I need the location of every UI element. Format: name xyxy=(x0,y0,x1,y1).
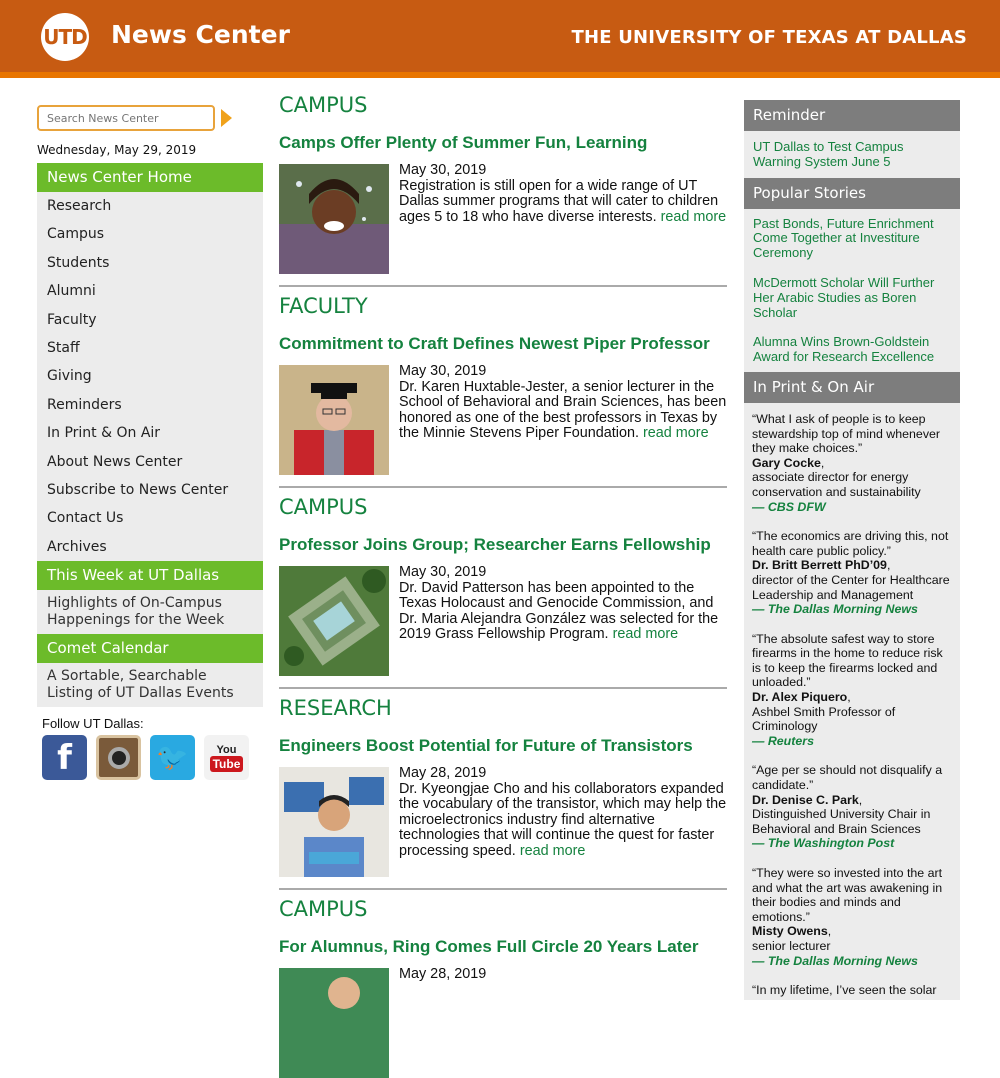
story-item xyxy=(279,968,727,1078)
story-summary: Dr. Kyeongjae Cho and his collaborators expanded the vocabulary of the transistor, which may help the microelectronics industry find alternative technologies that will continue the quest for faster processing speed. xyxy=(399,780,727,859)
comet-calendar-desc[interactable]: A Sortable, Searchable Listing of UT Dallas Events xyxy=(37,663,263,707)
quote-text: “The absolute safest way to store firearms in the home to reduce risk is to keep the firearms locked and unloaded.” xyxy=(752,631,943,690)
story-title[interactable]: Professor Joins Group; Researcher Earns Fellowship xyxy=(279,535,711,554)
story-date: May 28, 2019 xyxy=(399,966,487,982)
quote-role: Ashbel Smith Professor of Criminology xyxy=(752,704,896,734)
nav-item-about[interactable]: About News Center xyxy=(47,453,183,470)
story-text xyxy=(399,364,727,442)
nav-item-alumni[interactable]: Alumni xyxy=(47,283,96,300)
nav-item-subscribe[interactable]: Subscribe to News Center xyxy=(47,481,229,498)
media-quote: “They were so invested into the art and what the art was awakening in their bodies and minds and emotions.” Misty Owens, senior lecturer — The Dallas Morning News xyxy=(744,866,960,968)
search-go-icon[interactable] xyxy=(221,109,232,127)
story-text xyxy=(399,565,727,643)
story-thumbnail[interactable] xyxy=(279,968,389,1078)
read-more-link[interactable]: read more xyxy=(519,842,586,859)
youtube-tube: Tube xyxy=(210,756,244,772)
section-label[interactable]: FACULTY xyxy=(279,294,368,318)
story-thumbnail[interactable] xyxy=(279,767,389,877)
nav-item-contact[interactable]: Contact Us xyxy=(47,510,124,527)
search-input[interactable] xyxy=(37,105,215,131)
current-date: Wednesday, May 29, 2019 xyxy=(37,143,197,157)
nav-item-giving[interactable]: Giving xyxy=(47,368,92,385)
nav-item-archives[interactable]: Archives xyxy=(47,538,107,555)
media-quote: “The economics are driving this, not health care public policy.” Dr. Britt Berrett PhD’09, director of the Center for Healthcare Leadership and Management — The Dallas Morning News xyxy=(744,529,960,617)
read-more-link[interactable]: read more xyxy=(643,425,709,442)
nav-item-reminders[interactable]: Reminders xyxy=(47,396,122,413)
story-text xyxy=(399,766,727,860)
quote-role: Distinguished University Chair in Behavioral and Brain Sciences xyxy=(752,807,931,836)
popular-story-link[interactable]: Alumna Wins Brown-Goldstein Award for Research Excellence xyxy=(753,334,935,365)
quote-text: “What I ask of people is to keep stewardship top of mind whenever they make choices.” xyxy=(752,411,941,456)
story-summary: Dr. David Patterson has been appointed to the Texas Holocaust and Genocide Commission, and Dr. Maria Alejandra González was selected for the 2019 Grass Fellowship Program. xyxy=(399,579,719,643)
story-item xyxy=(279,365,727,475)
nav-home[interactable]: News Center Home xyxy=(37,163,263,192)
main-content xyxy=(279,93,727,1078)
story-divider xyxy=(279,285,727,287)
site-header xyxy=(0,0,1000,78)
nav-item-research[interactable]: Research xyxy=(47,198,112,214)
popular-stories-heading[interactable]: Popular Stories xyxy=(744,178,960,209)
nav-item-students[interactable]: Students xyxy=(47,254,110,271)
nav-item-in-print[interactable]: In Print & On Air xyxy=(47,425,161,442)
quote-speaker: Dr. Alex Piquero xyxy=(752,690,848,705)
story-date: May 30, 2019 xyxy=(399,564,487,580)
quote-text: “They were so invested into the art and what the art was awakening in their bodies and minds and emotions.” xyxy=(752,866,943,924)
social-links xyxy=(42,735,263,780)
story-title[interactable]: For Alumnus, Ring Comes Full Circle 20 Years Later xyxy=(279,937,699,956)
quote-speaker: Gary Cocke xyxy=(752,455,821,470)
quote-source-link[interactable]: — The Dallas Morning News xyxy=(752,602,918,617)
facebook-icon[interactable]: f xyxy=(42,735,87,780)
story-date: May 28, 2019 xyxy=(399,765,487,781)
story-summary: Dr. Karen Huxtable-Jester, a senior lecturer in the School of Behavioral and Brain Sciences, has been honored as one of the best professors in Texas by the Minnie Stevens Piper Foundation. xyxy=(399,378,727,442)
story-thumbnail[interactable] xyxy=(279,365,389,475)
site-title[interactable]: News Center xyxy=(111,20,290,49)
media-quote: “Age per se should not disqualify a candidate.” Dr. Denise C. Park, Distinguished University Chair in Behavioral and Brain Sciences — The Washington Post xyxy=(744,763,960,851)
search-box xyxy=(37,105,263,137)
media-quote xyxy=(744,983,960,998)
story-date: May 30, 2019 xyxy=(399,162,487,178)
quote-speaker: Misty Owens xyxy=(752,924,828,939)
nav-item-campus[interactable]: Campus xyxy=(47,226,105,243)
media-quote: “What I ask of people is to keep stewardship top of mind whenever they make choices.” Gary Cocke, associate director for energy conservation and sustainability — CBS DFW xyxy=(744,412,960,514)
story-item xyxy=(279,164,727,274)
youtube-you: You xyxy=(216,743,237,756)
logo-text: UTD xyxy=(43,25,87,49)
instagram-lens xyxy=(108,747,130,769)
quote-source-link[interactable]: — The Dallas Morning News xyxy=(752,953,918,968)
nav-this-week[interactable]: This Week at UT Dallas xyxy=(37,561,263,590)
quote-text: “Age per se should not disqualify a candidate.” xyxy=(752,763,943,793)
follow-label: Follow UT Dallas: xyxy=(42,716,144,732)
story-thumbnail[interactable] xyxy=(279,164,389,274)
popular-story-link[interactable]: McDermott Scholar Will Further Her Arabic Studies as Boren Scholar xyxy=(753,274,935,320)
instagram-icon[interactable] xyxy=(96,735,141,780)
section-label[interactable]: CAMPUS xyxy=(279,93,368,117)
story-date: May 30, 2019 xyxy=(399,363,487,379)
utd-logo[interactable] xyxy=(41,13,89,61)
quote-role: associate director for energy conservation and sustainability xyxy=(752,470,921,499)
reminder-link[interactable]: UT Dallas to Test Campus Warning System June 5 xyxy=(753,139,904,169)
story-title[interactable]: Engineers Boost Potential for Future of Transistors xyxy=(279,736,693,755)
university-name[interactable]: THE UNIVERSITY OF TEXAS AT DALLAS xyxy=(571,27,967,48)
story-divider xyxy=(279,888,727,890)
quote-speaker: Dr. Britt Berrett PhD’09 xyxy=(752,558,887,573)
quote-role: director of the Center for Healthcare Leadership and Management xyxy=(752,572,950,602)
story-divider xyxy=(279,486,727,488)
section-label[interactable]: RESEARCH xyxy=(279,696,392,720)
story-text xyxy=(399,967,727,983)
nav-item-staff[interactable]: Staff xyxy=(47,339,80,356)
quote-source-link[interactable]: — Reuters xyxy=(752,733,814,748)
reminder-heading[interactable]: Reminder xyxy=(744,100,960,131)
quote-source-link[interactable]: — The Washington Post xyxy=(752,836,895,851)
story-divider xyxy=(279,687,727,689)
story-title[interactable]: Commitment to Craft Defines Newest Piper Professor xyxy=(279,334,710,353)
story-thumbnail[interactable] xyxy=(279,566,389,676)
youtube-icon[interactable] xyxy=(204,735,249,780)
nav-list xyxy=(37,192,263,561)
this-week-desc[interactable]: Highlights of On-Campus Happenings for the Week xyxy=(37,590,263,634)
quote-text: “In my lifetime, I’ve seen the solar xyxy=(752,983,937,998)
right-sidebar xyxy=(744,100,960,1000)
quote-speaker: Dr. Denise C. Park xyxy=(752,792,859,807)
popular-story-link[interactable]: Past Bonds, Future Enrichment Come Together at Investiture Ceremony xyxy=(753,215,934,261)
story-item xyxy=(279,566,727,676)
popular-stories-list xyxy=(744,209,960,365)
section-label[interactable]: CAMPUS xyxy=(279,495,368,519)
left-sidebar xyxy=(37,100,263,780)
section-label[interactable]: CAMPUS xyxy=(279,897,368,921)
in-print-heading[interactable]: In Print & On Air xyxy=(744,372,960,403)
twitter-icon[interactable]: 🐦 xyxy=(150,735,195,780)
quote-source-link[interactable]: — CBS DFW xyxy=(752,499,826,514)
story-item xyxy=(279,767,727,877)
read-more-link[interactable]: read more xyxy=(612,626,679,643)
media-quote: “The absolute safest way to store firearms in the home to reduce risk is to keep the firearms locked and unloaded.” Dr. Alex Piquero, Ashbel Smith Professor of Criminology — Reuters xyxy=(744,632,960,749)
header-accent-bar xyxy=(0,72,1000,78)
story-summary: Registration is still open for a wide range of UT Dallas summer programs that will cater to children ages 5 to 18 who have diverse interests. xyxy=(399,177,719,225)
nav-item-faculty[interactable]: Faculty xyxy=(47,311,97,328)
quote-role: senior lecturer xyxy=(752,938,831,953)
story-text xyxy=(399,163,727,225)
nav-comet-calendar[interactable]: Comet Calendar xyxy=(37,634,263,663)
quote-text: “The economics are driving this, not health care public policy.” xyxy=(752,529,949,558)
quotes-list xyxy=(744,403,960,998)
story-title[interactable]: Camps Offer Plenty of Summer Fun, Learning xyxy=(279,133,648,152)
read-more-link[interactable]: read more xyxy=(660,208,727,225)
